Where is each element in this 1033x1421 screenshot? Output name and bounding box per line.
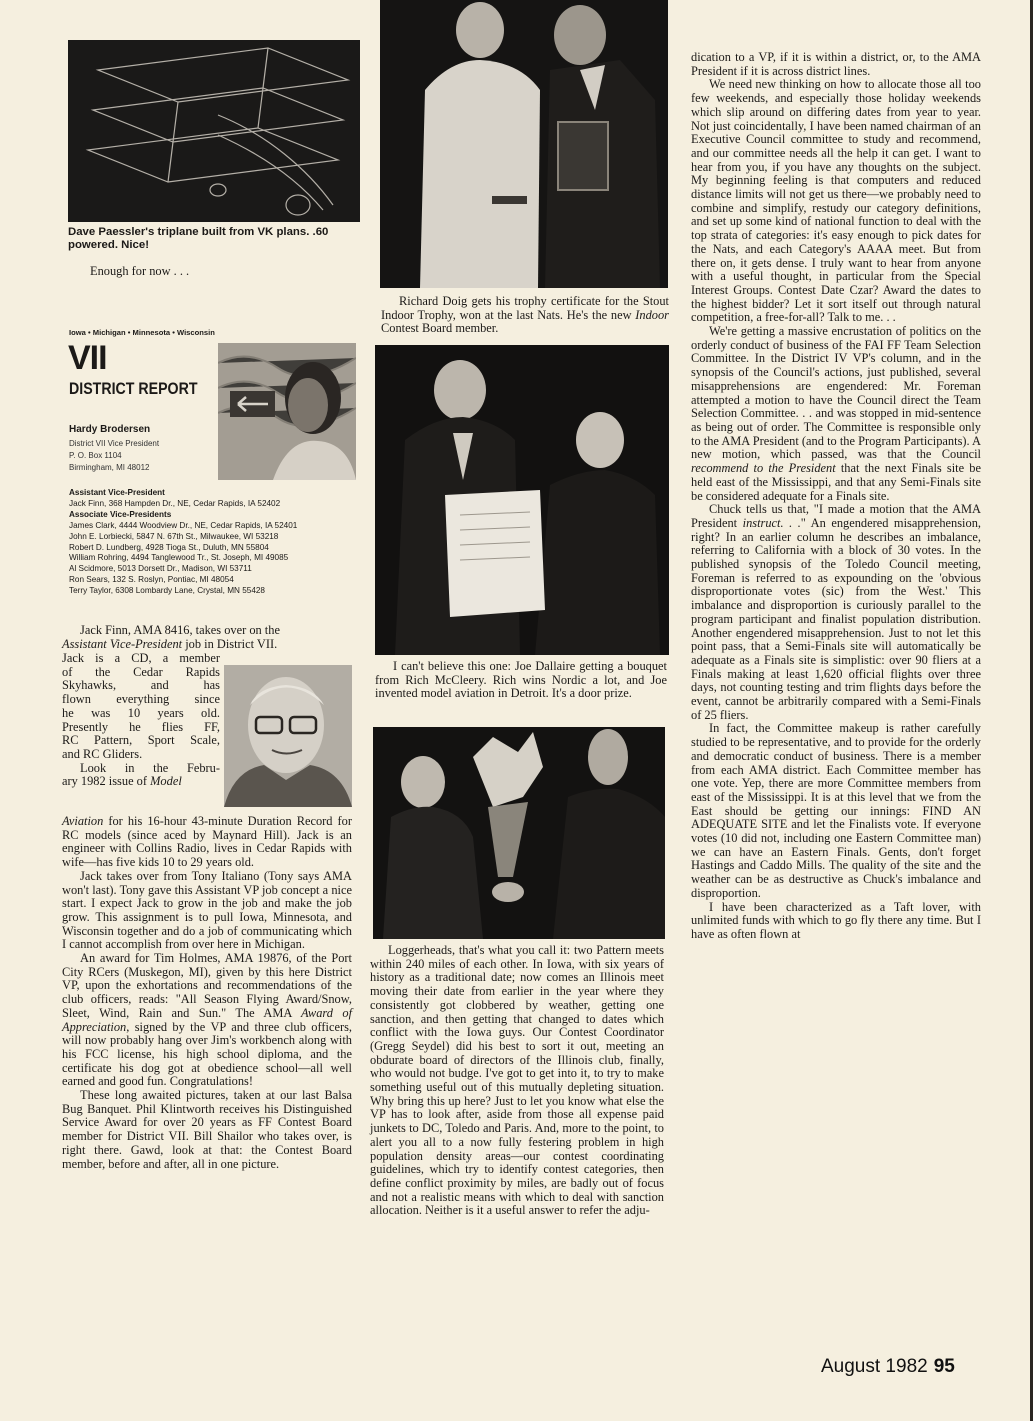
- portrait-man-icon: [218, 343, 356, 480]
- associate-vp-entry: Ron Sears, 132 S. Roslyn, Pontiac, MI 48054: [69, 575, 234, 585]
- article-intro: [62, 624, 354, 651]
- para-adjudication: dication to a VP, if it is within a district, or, to the AMA President if it is across district lines.: [691, 50, 981, 78]
- portrait-man-glasses-icon: [224, 665, 352, 807]
- officer-list: [69, 488, 369, 597]
- para-politics: We're getting a massive encrustation of politics on the orderly conduct of business of the FAI FF Team Selection Committee. In the District IV VP's column, and in the synopsis of the Council's actions, just published, several misapprehensions are engendered: Mr. Foreman attempted a motion to have the Council direct the Team Selection Committee. . . and was stopped in mid-sentence as being out of order. The Committee is responsible only to the AMA President (and to the Program Participants). A new motion, which passed, was that the Council recommend to the President that the next Finals site be held east of the Mississippi, and that any Semi-Finals site be considered adequate for a Finals site.: [691, 324, 981, 503]
- issue-date: August 1982: [821, 1356, 928, 1377]
- associate-vp-entry: John E. Lorbiecki, 5847 N. 67th St., Milwaukee, WI 53218: [69, 531, 279, 541]
- associate-vp-heading: Associate Vice-Presidents: [69, 509, 172, 519]
- vp-name: Hardy Brodersen: [69, 424, 151, 435]
- triplane-caption: Dave Paessler's triplane built from VK plans. .60 powered. Nice!: [68, 226, 329, 251]
- doig-trophy-photo: [380, 0, 668, 288]
- two-men-trophy-icon: [380, 0, 668, 288]
- bouquet-handshake-icon: [373, 727, 665, 939]
- page-footer: [821, 1356, 955, 1378]
- column1-body: [62, 815, 352, 1171]
- para-taft: I have been characterized as a Taft lover, with unlimited funds with which to go fly there any time. But I have as often flown at: [691, 899, 981, 941]
- jack-finn-photo: [224, 665, 352, 807]
- para-pictures: These long awaited pictures, taken at our last Balsa Bug Banquet. Phil Klintworth receives his Distinguished Service Award for over 20 years as FF Contest Board member for District VII. Bill Shailor who takes over, is right there. Gawd, look at that: the Contest Board member, before and after, all in one picture.: [62, 1088, 352, 1171]
- district-states: Iowa • Michigan • Minnesota • Wisconsin: [69, 328, 215, 337]
- para-chuck: Chuck tells us that, "I made a motion that the AMA President instruct. . ." An engendered misapprehension, right? In an earlier column he describes an imbalance, referring to California with a block of 30 votes. In the published synopsis of the Toledo Council meeting, Foreman is referred to as expounding on the 'obvious disproportionate votes (sic) from the West.' This imbalance and disproportion is curiously parallel to the program participant and finalist population distribution. Another engendered misapprehension. Just to not let this point pass, that a Semi-Finals site will automatically be adequate as a Finals site is simplistic: over 90 fliers at a Finals making at least 1,620 official flights over three days, not counting testing and trim flights days before the event, cannot be arbitrarily compared with a Semi-Finals of 25 fliers.: [691, 502, 981, 722]
- associate-vp-entry: William Rohring, 4494 Tanglewood Tr., St. Joseph, MI 49085: [69, 553, 289, 563]
- vp-city: Birmingham, MI 48012: [69, 463, 150, 472]
- vp-portrait-photo: [218, 343, 356, 480]
- associate-vp-entry: James Clark, 4444 Woodview Dr., NE, Cedar Rapids, IA 52401: [69, 520, 298, 530]
- para-loggerheads: Loggerheads, that's what you call it: two Pattern meets within 240 miles of each other. In Iowa, with six years of history as a traditional date; now comes an Illinois meet moving their date from earlier in the year where they consistently got clobbered by weather, getting one sanction, and then getting that changed to dates which conflict with the Iowa guys. Our Contest Coordinator (Gregg Seydel) did his best to sort it out, meeting an obdurate board of directors of the Illinois club, finally, who would not budge. I've got to get into it, to try to make something useful out of this mutually depleting situation. Why bring this up here? Just to let you know what else the VP has to look after, aside from those all expense paid junkets to DC, Toledo and Paris. And, more to the point, to alert you all to a now fully festering problem in high population density areas—our contest coordinating guidelines, which try to identify contest categories, then define conflict proximity by miles, are badly out of focus and not a realistic means with which to deal with sanction allocation. Neither is it a useful answer to refer the adju-: [370, 943, 664, 1218]
- triplane-icon: [68, 40, 360, 222]
- intro-line-2: Assistant Vice-President job in District VII.: [62, 636, 278, 651]
- doig-caption: Richard Doig gets his trophy certificate for the Stout Indoor Trophy, won at the last Nats. He's the new Indoor Contest Board member.: [381, 294, 669, 336]
- triplane-photo: [68, 40, 360, 222]
- district-number: VII: [68, 339, 107, 377]
- assistant-vp-heading: Assistant Vice-President: [69, 488, 165, 497]
- associate-vp-entry: Al Scidmore, 5013 Dorsett Dr., Madison, WI 53711: [69, 564, 252, 574]
- vp-po-box: P. O. Box 1104: [69, 451, 122, 460]
- klintworth-award-photo: [375, 345, 669, 655]
- wrap-text: Jack is a CD, a member of the Cedar Rapids Skyhawks, and has flown everything since he was 10 years old. Presently he flies FF, RC Pattern, Sport Scale, and RC Gliders. Look in the Febru- ary 1982 issue of Model: [62, 651, 220, 789]
- para-takes-over: Jack takes over from Tony Italiano (Tony says AMA won't last). Tony gave this Assistant VP job concept a nice start. I expect Jack to grow in the job and make the job grow. This assignment is to pull Iowa, Minnesota, and Wisconsin together and do a job of communicating which I cannot accomplish from over here in Michigan.: [62, 868, 352, 952]
- para-aviation: Aviation for his 16-hour 43-minute Duration Record for RC models (since aced by Maynard Hill). Jack is an engineer with Collins Radio, lives in Cedar Rapids with wife—has five kids 10 to 29 years old.: [62, 814, 352, 870]
- district-report-title: DISTRICT REPORT: [69, 380, 198, 398]
- para-in-fact: In fact, the Committee makeup is rather carefully studied to be representative, and to provide for the orderly and democratic conduct of business. There is a member from each AMA district. Each Committee member has one vote. Yep, there are more Committee members from east of the Mississippi. It is at this level that we from the East should be getting our innings: FIND AN ADEQUATE SITE and let the Finalists vote. If everyone votes (10 did not, including one Eastern Committee man) we can have an Eastern Finals. Gents, don't forget Hastings and Caddo Mills. The quality of the site and the weather can be as destructive as Chuck's imbalance and disproportion.: [691, 721, 981, 900]
- column3-body: [691, 51, 981, 942]
- column2-body: [370, 944, 664, 1218]
- vp-title: District VII Vice President: [69, 439, 160, 448]
- para-thinking: We need new thinking on how to allocate those all too few weekends, and especially those holiday weekends which slip around on differing dates from year to year. Not just coincidentally, I have been named chairman of an Executive Council committee to study and recommend, and our committee needs all the help it can get. I want to hear from you, if you have any thoughts on the subject. My beginning feeling is that computers and reduced distance limits will not get us there—we probably need to combine and simplify, restudy our category definitions, and set up some kind of national function to deal with the top strata of categories: it's easy enough to pick dates for the Nats, and each Category's AAAA meet. But from there on, it gets dense. I truly want to hear from anyone with a useful thought, in particular from the Special Interest Groups. Contest Date Czar? Award the dates to the highest bidder? Let it sort itself out through natural competition, a free-for-all? Talk to me. . .: [691, 77, 981, 325]
- para-award: An award for Tim Holmes, AMA 19876, of the Port City RCers (Muskegon, MI), given by this here District VP, upon the exhortations and recommendations of the club officers, reads: "All Season Flying Award/Snow, Sleet, Wind, Rain and Sun." The AMA Award of Appreciation, signed by the VP and three club officers, will now probably hang over Jim's workbench along with his FCC license, his high school diploma, and the certificate his dog got at obedience school—all well earned and good fun. Congratulations!: [62, 951, 353, 1089]
- award-certificate-icon: [375, 345, 669, 655]
- associate-vp-entry: Robert D. Lundberg, 4928 Tioga St., Duluth, MN 55804: [69, 542, 269, 552]
- closing-line: Enough for now . . .: [90, 264, 190, 278]
- associate-vp-entry: Terry Taylor, 6308 Lombardy Lane, Crystal, MN 55428: [69, 586, 265, 596]
- assistant-vp-entry: Jack Finn, 368 Hampden Dr., NE, Cedar Rapids, IA 52402: [69, 498, 281, 508]
- bouquet-photo: [373, 727, 665, 939]
- bouquet-caption: I can't believe this one: Joe Dallaire getting a bouquet from Rich McCleery. Rich wins Nordic a lot, and Joe invented model aviation in Detroit. It's a door prize.: [375, 659, 667, 701]
- intro-line: Jack Finn, AMA 8416, takes over on the: [80, 623, 280, 637]
- page-number: 95: [933, 1356, 955, 1377]
